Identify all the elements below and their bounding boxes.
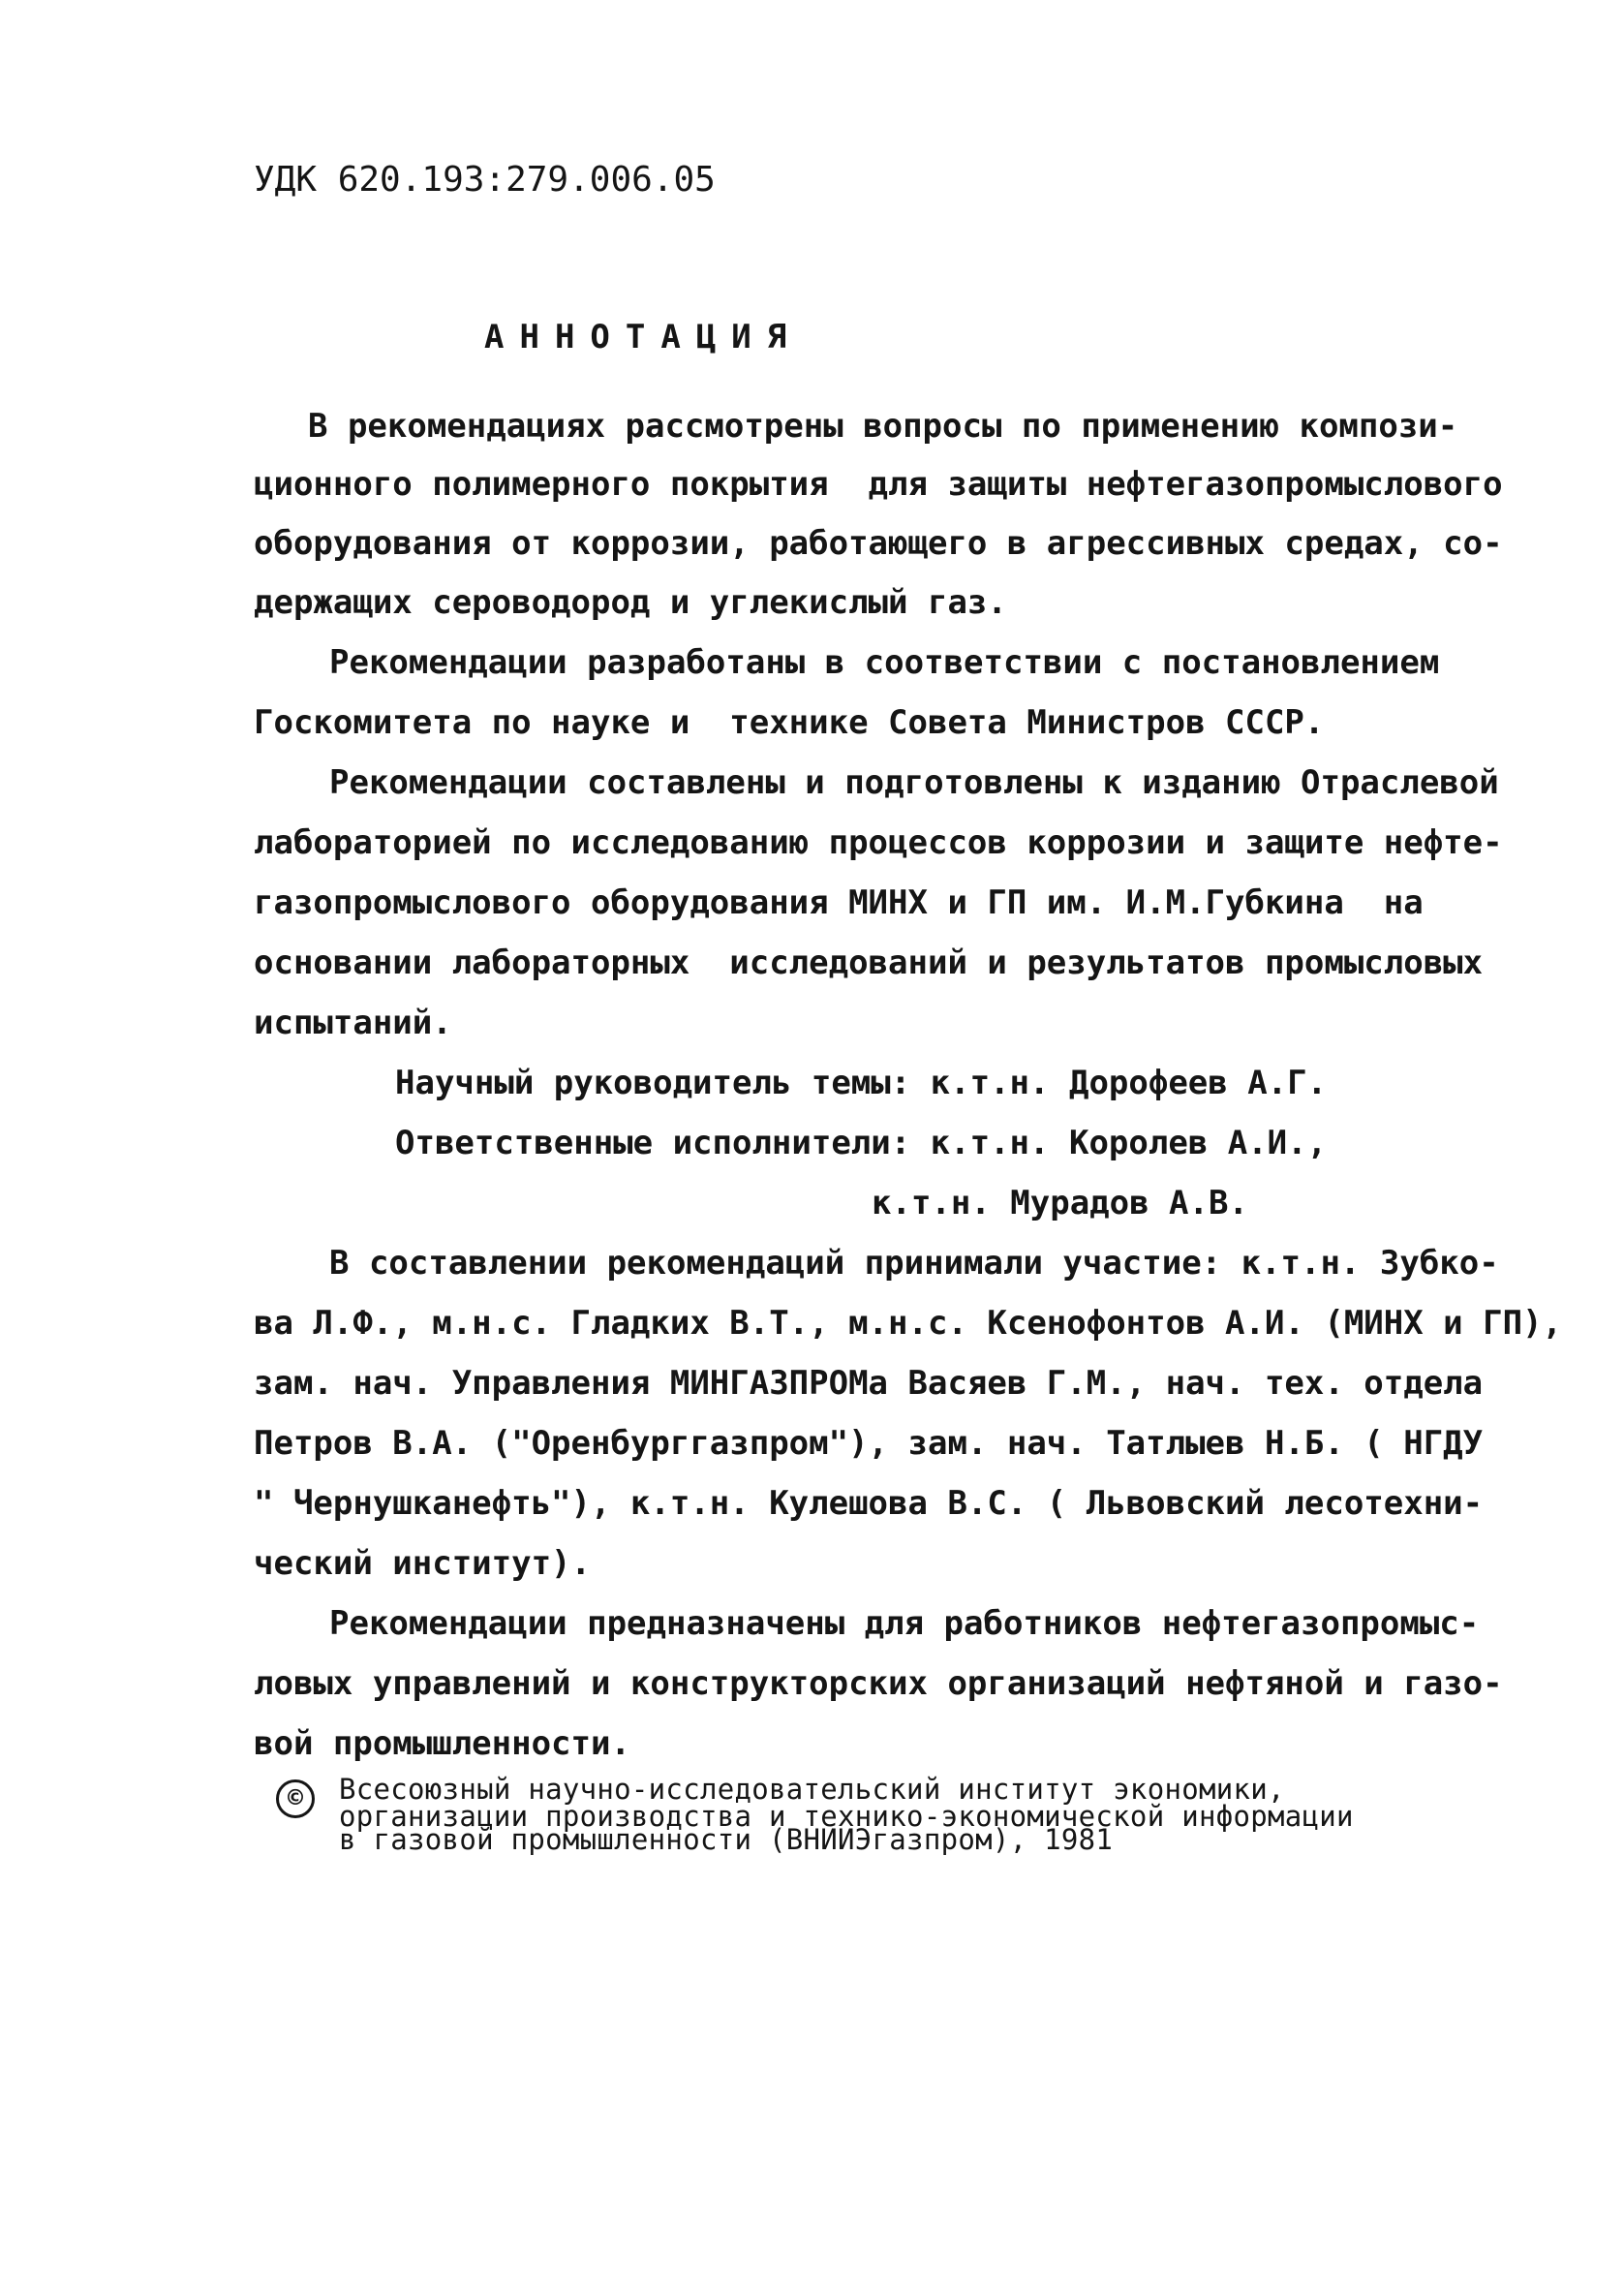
paragraph-4-line-2: ва Л.Ф., м.н.с. Гладких В.Т., м.н.с. Ксенофонтов А.И. (МИНХ и ГП), [254, 1304, 1563, 1343]
paragraph-3-line-5: испытаний. [254, 1004, 452, 1042]
page-title: АННОТАЦИЯ [484, 318, 803, 356]
paragraph-2-line-1: Рекомендации разработаны в соответствии с постановлением [329, 643, 1440, 682]
paragraph-4-line-3: зам. нач. Управления МИНГАЗПРОМа Васяев Г.М., нач. тех. отдела [254, 1364, 1484, 1403]
paragraph-3-line-4: основании лабораторных исследований и результатов промысловых [254, 943, 1484, 982]
paragraph-5-line-2: ловых управлений и конструкторских организаций нефтяной и газо- [254, 1664, 1503, 1703]
responsible-executor-2: к.т.н. Мурадов А.В. [872, 1184, 1248, 1222]
paragraph-4-line-6: ческий институт). [254, 1544, 591, 1583]
copyright-line-1: Всесоюзный научно-исследовательский институт экономики, [339, 1773, 1285, 1806]
paragraph-5-line-3: вой промышленности. [254, 1724, 630, 1763]
paragraph-2-line-2: Госкомитета по науке и технике Совета Министров СССР. [254, 703, 1325, 742]
paragraph-1-line-3: оборудования от коррозии, работающего в агрессивных средах, со- [254, 524, 1503, 563]
paragraph-4-line-5: " Чернушканефть"), к.т.н. Кулешова В.С. ( Львовский лесотехни- [254, 1484, 1484, 1523]
copyright-line-2: организации производства и технико-экономической информации [339, 1800, 1354, 1833]
paragraph-4-line-1: В составлении рекомендаций принимали участие: к.т.н. Зубко- [329, 1244, 1499, 1283]
udk-code: УДК 620.193:279.006.05 [254, 160, 716, 200]
paragraph-5-line-1: Рекомендации предназначены для работников нефтегазопромыс- [329, 1604, 1480, 1643]
paragraph-1-line-4: держащих сероводород и углекислый газ. [254, 583, 1007, 622]
paragraph-1-line-2: ционного полимерного покрытия для защиты нефтегазопромыслового [254, 465, 1503, 504]
copyright-icon: © [276, 1779, 315, 1818]
paragraph-3-line-3: газопромыслового оборудования МИНХ и ГП им. И.М.Губкина на [254, 883, 1424, 922]
paragraph-4-line-4: Петров В.А. ("Оренбурггазпром"), зам. нач. Татлыев Н.Б. ( НГДУ [254, 1424, 1484, 1463]
responsible-executors: Ответственные исполнители: к.т.н. Королев А.И., [395, 1124, 1328, 1162]
paragraph-3-line-2: лабораторией по исследованию процессов коррозии и защите нефте- [254, 823, 1503, 862]
paragraph-1-line-1: В рекомендациях рассмотрены вопросы по применению компози- [308, 407, 1458, 446]
copyright-line-3: в газовой промышленности (ВНИИЭгазпром), 1981 [339, 1823, 1114, 1856]
scientific-supervisor: Научный руководитель темы: к.т.н. Дорофеев А.Г. [395, 1064, 1328, 1102]
paragraph-3-line-1: Рекомендации составлены и подготовлены к изданию Отраслевой [329, 763, 1499, 802]
